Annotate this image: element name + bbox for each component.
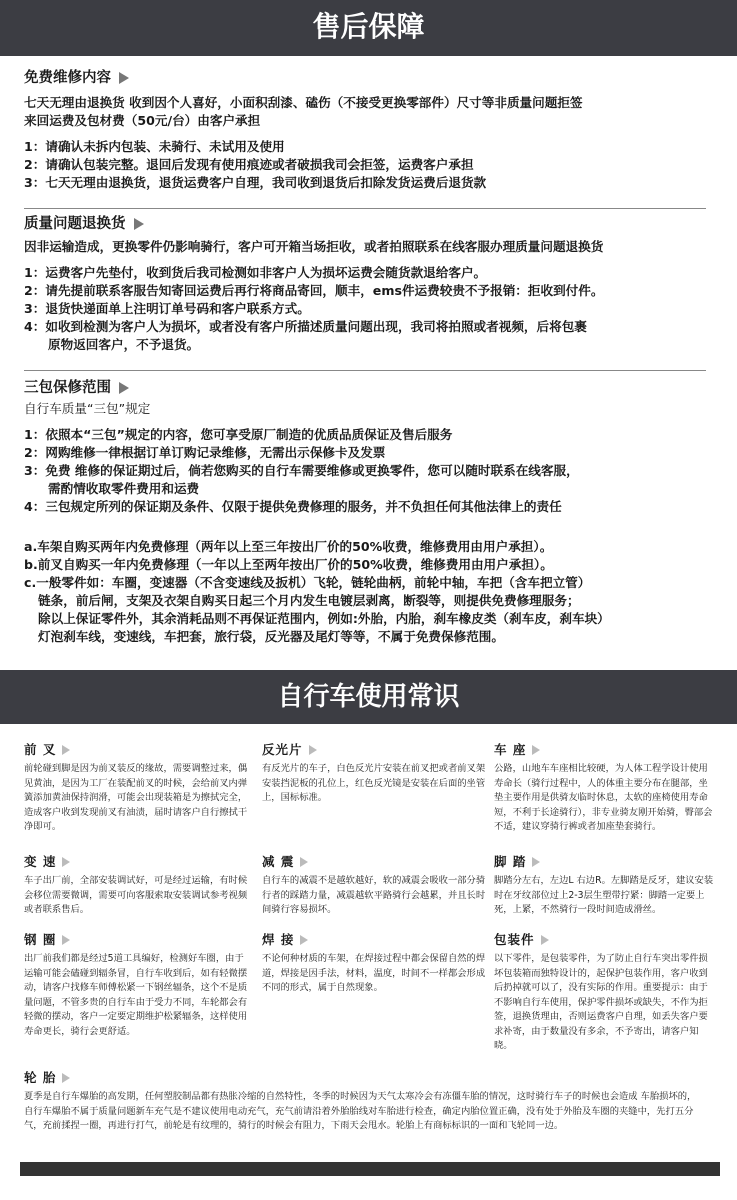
card-title: 反光片	[262, 742, 303, 757]
warranty-term-continued: 灯泡刹车线，变速线，车把套，旅行袋，反光器及尾灯等等，不属于免费保修范围。	[38, 629, 504, 644]
usage-card-front-fork	[24, 742, 250, 835]
triangle-right-icon	[300, 857, 308, 867]
card-text: 自行车的减震不是越软越好，软的减震会吸收一部分骑行者的踩踏力量，减震越软平路骑行会越累，并且长时间骑行容易损坏。	[262, 875, 486, 915]
after-sales-banner	[0, 0, 737, 56]
card-text: 公路，山地车车座相比较硬，为人体工程学设计使用寿命长（骑行过程中，人的体重主要分布在腿部，坐垫主要作用是供骑友临时休息，太软的座椅使用寿命短，不利于长途骑行），非专业骑友刚开始骑，臀部会不适，建议穿骑行裤或者加座垫套骑行。	[494, 763, 713, 832]
card-title: 前 叉	[24, 742, 57, 757]
triangle-right-icon	[309, 745, 317, 755]
quality-intro: 因非运输造成，更换零件仍影响骑行，客户可开箱当场拒收，或者拍照联系在线客服办理质量问题退换货	[24, 239, 604, 254]
usage-card-welding	[262, 932, 488, 996]
warranty-subtitle: 自行车质量“三包”规定	[24, 401, 151, 416]
card-text: 前轮碰到脚是因为前叉装反的缘故，需要调整过来，偶见黄油，是因为工厂在装配前叉的时候，会给前叉内弹簧添加黄油保持润滑，可能会出现装箱是为擦拭完全，造成客户收到发现前叉有油渍，届时请客户自行擦拭干净即可。	[24, 763, 248, 832]
card-text: 夏季是自行车爆胎的高发期，任何塑胶制品都有热胀冷缩的自然特性，冬季的时候因为天气太寒冷会有冻僵车胎的情况，这时骑行车子的时候也会造成 车胎损坏的，自行车爆胎不属于质量问题新车充气是不建议使用电动充气，充气前请沿着外胎胎线对车胎进行检查，确定内胎位置正确，没有处于外胎及车圈的夹缝中，先打五分气，充前揉捏一圈，再进行打气，前轮是有纹理的，骑行的时候会有阻力，下雨天会甩水。轮胎上有商标标识的一面和飞轮同一边。	[24, 1091, 697, 1131]
triangle-right-icon	[134, 218, 144, 230]
quality-item: 1：运费客户先垫付，收到货后我司检测如非客户人为损坏运费会随货款退给客户。	[24, 265, 487, 280]
quality-section	[24, 214, 716, 354]
free-repair-intro-line: 七天无理由退换货 收到因个人喜好，小面积刮漆、磕伤（不接受更换零部件）尺寸等非质量问题拒签	[24, 95, 583, 110]
card-title: 钢 圈	[24, 932, 57, 947]
warranty-term: b.前叉自购买一年内免费修理（一年以上至两年按出厂价的50%收费，维修费用由用户承担）。	[24, 557, 553, 572]
triangle-right-icon	[119, 382, 129, 394]
warranty-heading: 三包保修范围	[24, 378, 716, 398]
card-text: 以下零件，是包装零件，为了防止自行车突出零件损坏包装箱而独特设计的，起保护包装作用，客户收到后扔掉就可以了，没有实际的作用。重要提示：由于不影响自行车使用，保护零件损坏或缺失，不作为拒签，退换货理由，否则运费客户自理，如丢失客户要求补寄，由于数量没有多余，不予寄出，请客户知晓。	[494, 953, 708, 1051]
triangle-right-icon	[532, 857, 540, 867]
usage-card-pedals	[494, 854, 714, 918]
card-title: 脚 踏	[494, 854, 527, 869]
free-repair-section	[24, 68, 716, 192]
warranty-item: 3：免费 维修的保证期过后，倘若您购买的自行车需要维修或更换零件，您可以随时联系在线客服，	[24, 463, 579, 478]
card-text: 有反光片的车子，白色反光片安装在前叉把或者前叉架安装挡泥板的孔位上，红色反光镜是安装在后面的坐管上，国标标准。	[262, 763, 486, 803]
quality-item: 4：如收到检测为客户人为损坏，或者没有客户所描述质量问题出现，我司将拍照或者视频，后将包裹	[24, 319, 587, 334]
card-text: 出厂前我们都是经过5道工具编好，检测好车圈，由于运输可能会磕碰到辐条冒，自行车收到后，如有轻微摆动，请客户找修车师傅松紧一下钢丝辐条，这个不是质量问题，不管多贵的自行车由于受力不同，车轮都会有轻微的摆动，客户一定要定期维护松紧辐条，这样使用寿命更长，骑行会更舒适。	[24, 953, 248, 1037]
triangle-right-icon	[62, 745, 70, 755]
triangle-right-icon	[532, 745, 540, 755]
warranty-item: 4：三包规定所列的保证期及条件、仅限于提供免费修理的服务，并不负担任何其他法律上的责任	[24, 499, 562, 514]
warranty-term: c.一般零件如：车圈，变速器（不含变速线及扳机）飞轮，链轮曲柄，前轮中轴，车把（含车把立管）	[24, 575, 591, 590]
divider	[24, 208, 706, 209]
warranty-section	[24, 378, 716, 646]
warranty-term-continued: 除以上保证零件外，其余消耗品则不再保证范围内，例如:外胎，内胎，刹车橡皮类（刹车皮，刹车块）	[38, 611, 610, 626]
triangle-right-icon	[62, 1073, 70, 1083]
card-text: 脚踏分左右，左边L 右边R。左脚踏是反牙，建议安装时在牙纹部位过上2-3层生塑带拧紧：脚踏一定要上死，上紧，不然骑行一段时间造成滑丝。	[494, 875, 714, 915]
triangle-right-icon	[300, 935, 308, 945]
usage-title: 自行车使用常识	[277, 682, 460, 712]
free-repair-item: 3：七天无理由退换货，退货运费客户自理，我司收到退货后扣除发货运费后退货款	[24, 175, 487, 190]
warranty-item: 2：网购维修一律根据订单订购记录维修，无需出示保修卡及发票	[24, 445, 386, 460]
free-repair-intro-line: 来回运费及包材费（50元/台）由客户承担	[24, 113, 261, 128]
usage-card-packaging	[494, 932, 714, 1054]
quality-item-continued: 原物返回客户，不予退货。	[48, 337, 200, 352]
quality-item: 3：退货快递面单上注明订单号码和客户联系方式。	[24, 301, 310, 316]
usage-card-rims	[24, 932, 250, 1039]
quality-heading: 质量问题退换货	[24, 214, 716, 234]
usage-card-saddle	[494, 742, 714, 835]
free-repair-heading: 免费维修内容	[24, 68, 716, 88]
card-title: 轮 胎	[24, 1070, 57, 1085]
triangle-right-icon	[541, 935, 549, 945]
card-text: 不论何种材质的车架，在焊接过程中都会保留自然的焊道，焊接是因手法，材料，温度，时间不一样都会形成不同的形式，属于自然现象。	[262, 953, 486, 993]
divider	[24, 370, 706, 371]
warranty-item-continued: 需酌情收取零件费用和运费	[48, 481, 200, 496]
usage-card-reflector	[262, 742, 488, 806]
quality-item: 2：请先提前联系客服告知寄回运费后再行将商品寄回，顺丰，ems件运费较贵不予报销：拒收到付件。	[24, 283, 604, 298]
card-title: 减 震	[262, 854, 295, 869]
usage-card-suspension	[262, 854, 488, 918]
card-text: 车子出厂前，全部安装调试好，可是经过运输，有时候会移位需要微调，需要可向客服索取安装调试参考视频或者联系售后。	[24, 875, 248, 915]
free-repair-item: 2：请确认包装完整。退回后发现有使用痕迹或者破损我司会拒签，运费客户承担	[24, 157, 474, 172]
usage-card-gears	[24, 854, 250, 918]
warranty-term-continued: 链条，前后闸，支架及衣架自购买日起三个月内发生电镀层剥离，断裂等，则提供免费修理服务；	[38, 593, 580, 608]
usage-card-tires	[24, 1070, 704, 1134]
warranty-item: 1：依照本“三包”规定的内容，您可享受原厂制造的优质品质保证及售后服务	[24, 427, 453, 442]
after-sales-title: 售后保障	[312, 10, 425, 43]
card-title: 变 速	[24, 854, 57, 869]
warranty-term: a.车架自购买两年内免费修理（两年以上至三年按出厂价的50%收费，维修费用由用户承担）。	[24, 539, 553, 554]
footer-bar	[20, 1162, 720, 1176]
free-repair-item: 1：请确认未拆内包装、未骑行、未试用及使用	[24, 139, 285, 154]
usage-banner	[0, 670, 737, 724]
triangle-right-icon	[62, 857, 70, 867]
card-title: 车 座	[494, 742, 527, 757]
card-title: 焊 接	[262, 932, 295, 947]
triangle-right-icon	[62, 935, 70, 945]
card-title: 包装件	[494, 932, 535, 947]
triangle-right-icon	[119, 72, 129, 84]
